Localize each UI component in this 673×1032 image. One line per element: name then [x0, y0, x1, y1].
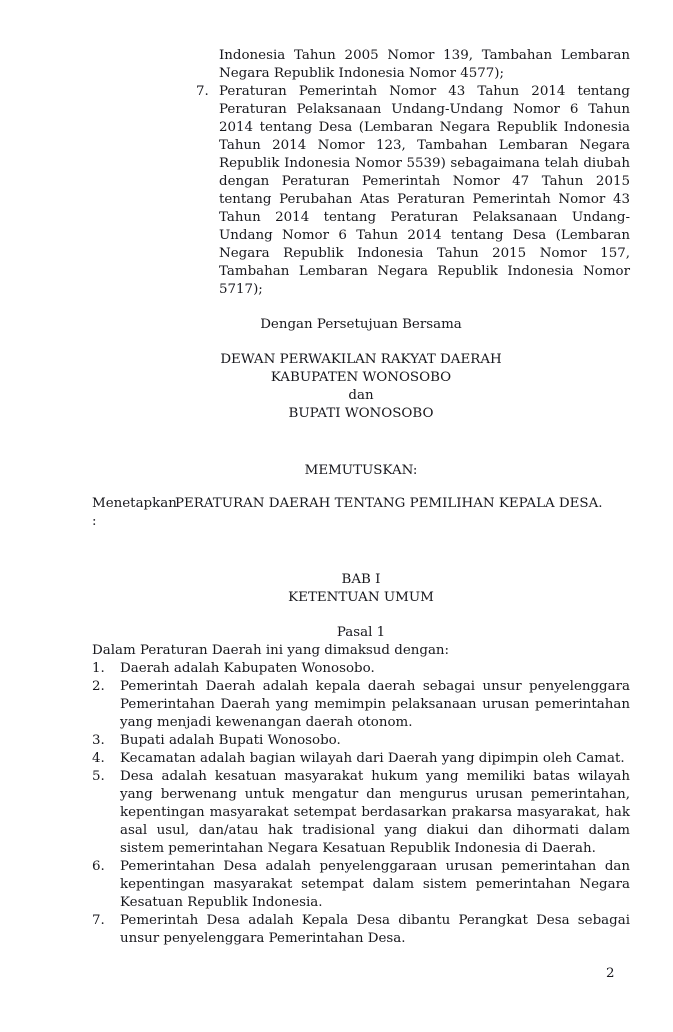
memutuskan-heading: MEMUTUSKAN: — [304, 463, 418, 478]
bupati-name: BUPATI WONOSOBO — [288, 406, 434, 421]
definition-item-1 — [92, 660, 630, 678]
preamble-item-7 — [196, 83, 630, 299]
definition-item-2 — [92, 678, 630, 732]
preamble-item-6-continuation: Indonesia Tahun 2005 Nomor 139, Tambahan Lembaran Negara Republik Indonesia Nomor 4577); — [219, 48, 630, 81]
bab-number: BAB I — [341, 572, 381, 587]
item-text: Desa adalah kesatuan masyarakat hukum yang memiliki batas wilayah yang berwenang untuk mengatur dan mengurus urusan pemerintahan, kepentingan masyarakat setempat berdasarkan prakarsa masyarakat, hak asal usul, dan/atau hak tradisional yang diakui dan dihormati dalam sistem pemerintahan Negara Kesatuan Republik Indonesia di Daerah. — [120, 769, 630, 856]
item-number: 2. — [92, 679, 105, 694]
pasal-1-intro: Dalam Peraturan Daerah ini yang dimaksud dengan: — [92, 643, 450, 658]
pasal-1-heading: Pasal 1 — [336, 625, 386, 640]
item-text: Kecamatan adalah bagian wilayah dari Daerah yang dipimpin oleh Camat. — [120, 751, 625, 766]
conjunction: dan — [348, 388, 374, 403]
item-number: 5. — [92, 769, 105, 784]
definitions-list — [92, 660, 630, 948]
item-number: 1. — [92, 661, 105, 676]
council-name: DEWAN PERWAKILAN RAKYAT DAERAH — [220, 352, 502, 367]
definition-item-6 — [92, 858, 630, 912]
definition-item-4 — [92, 750, 630, 768]
menetapkan-text: PERATURAN DAERAH TENTANG PEMILIHAN KEPALA DESA. — [175, 496, 603, 511]
regency-name: KABUPATEN WONOSOBO — [270, 370, 452, 385]
definition-item-5 — [92, 768, 630, 858]
item-text: Pemerintahan Desa adalah penyelenggaraan urusan pemerintahan dan kepentingan masyarakat setempat dalam sistem pemerintahan Negara Kesatuan Republik Indonesia. — [120, 859, 630, 910]
preamble-item-7-number: 7. — [196, 84, 209, 99]
bab-1-heading — [92, 571, 630, 607]
definition-item-3 — [92, 732, 630, 750]
item-text: Bupati adalah Bupati Wonosobo. — [120, 733, 341, 748]
item-text: Pemerintah Desa adalah Kepala Desa dibantu Perangkat Desa sebagai unsur penyelenggara Pemerintahan Desa. — [120, 913, 630, 946]
menetapkan-row — [92, 495, 630, 531]
item-text: Daerah adalah Kabupaten Wonosobo. — [120, 661, 375, 676]
definition-item-7 — [92, 912, 630, 948]
menetapkan-label: Menetapkan : — [92, 496, 177, 529]
document-content — [92, 47, 630, 948]
item-number: 3. — [92, 733, 105, 748]
agreement-parties — [92, 351, 630, 423]
item-number: 7. — [92, 913, 105, 928]
agreement-intro: Dengan Persetujuan Bersama — [260, 317, 462, 332]
item-text: Pemerintah Daerah adalah kepala daerah sebagai unsur penyelenggara Pemerintahan Daerah yang memimpin pelaksanaan urusan pemerintahan yang menjadi kewenangan daerah otonom. — [120, 679, 630, 730]
bab-title: KETENTUAN UMUM — [288, 590, 434, 605]
page-number: 2 — [606, 966, 615, 981]
item-number: 6. — [92, 859, 105, 874]
preamble-item-7-text: Peraturan Pemerintah Nomor 43 Tahun 2014 tentang Peraturan Pelaksanaan Undang-Undang Nomor 6 Tahun 2014 tentang Desa (Lembaran Negara Republik Indonesia Tahun 2014 Nomor 123, Tambahan Lembaran Negara Republik Indonesia Nomor 5539) sebagaimana telah diubah dengan Peraturan Pemerintah Nomor 47 Tahun 2015 tentang Perubahan Atas Peraturan Pemerintah Nomor 43 Tahun 2014 tentang Peraturan Pelaksanaan Undang-Undang Nomor 6 Tahun 2014 tentang Desa (Lembaran Negara Republik Indonesia Tahun 2015 Nomor 157, Tambahan Lembaran Negara Republik Indonesia Nomor 5717); — [219, 84, 630, 297]
item-number: 4. — [92, 751, 105, 766]
